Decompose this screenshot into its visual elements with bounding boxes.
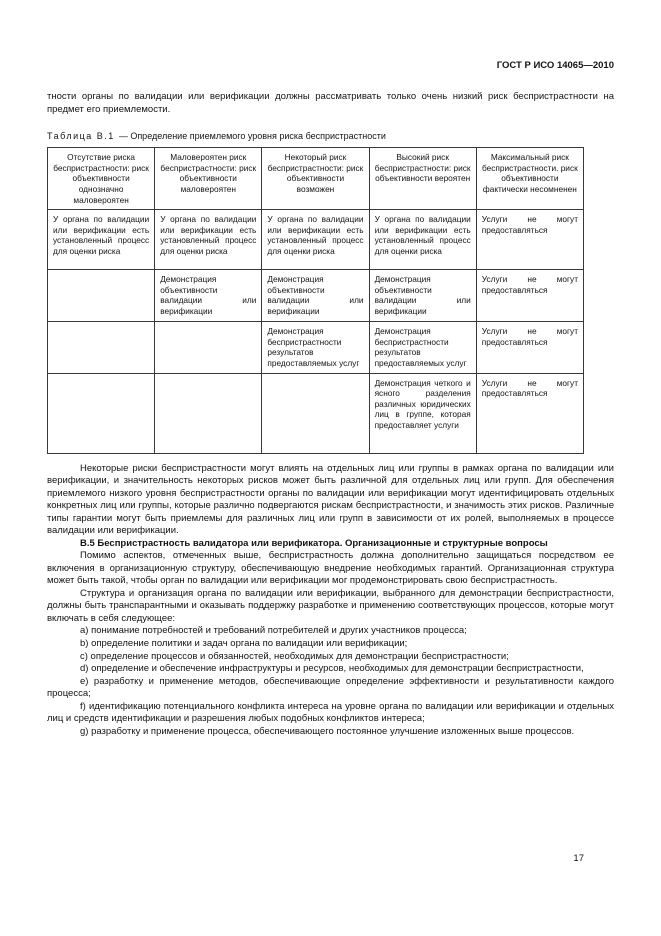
table-cell: Демонстрация беспристрастности результатов предоставляемых услуг [262,322,369,373]
section-heading-b5: В.5 Беспристрастность валидатора или верификатора. Организационные и структурные вопросы [80,537,548,549]
list-item-d: d) определение и обеспечение инфраструктуры и ресурсов, необходимых для демонстрации беспристрастности, [80,663,584,675]
table-header-cell: Максимальный риск беспристрастности. риск объективности фактически несомненен [476,148,583,210]
table-caption [47,131,614,141]
list-item-f: f) идентификацию потенциального конфликта интереса на уровне органа по валидации или верификации и отдельных лиц и средств идентификации и разрешения любых подобных конфликтов интереса; [47,700,614,725]
table-cell: Услуги не могут предоставляться [476,270,583,322]
document-header [47,60,614,71]
table-cell: Услуги не могут предоставляться [476,210,583,270]
table-cell: Услуги не могут предоставляться [476,322,583,373]
list-item-a: a) понимание потребностей и требований потребителей и других участников процесса; [80,625,467,637]
list-item-e: e) разработку и применение методов, обеспечивающие определение эффективности и результативности каждого процесса; [47,675,614,700]
table-row [48,322,584,373]
table-cell [48,373,155,453]
risk-assessment-table [47,147,584,453]
table-header-row [48,148,584,210]
table-cell [155,322,262,373]
table-caption-label: Таблица В.1 [47,131,115,142]
table-header-cell: Отсутствие риска беспристрастности: риск объективности однозначно маловероятен [48,148,155,210]
table-header-cell: Маловероятен риск беспристрастности: риск объективности маловероятен [155,148,262,210]
table-cell [48,270,155,322]
table-cell: У органа по валидации или верификации есть установленный процесс для оценки риска [48,210,155,270]
table-cell: Демонстрация четкого и ясного разделения различных юридических лиц в группе, которая предоставляет услуги [369,373,476,453]
table-cell: У органа по валидации или верификации есть установленный процесс для оценки риска [369,210,476,270]
table-cell: Демонстрация объективности валидации или верификации [369,270,476,322]
table-header-cell: Некоторый риск беспристрастности: риск объективности возможен [262,148,369,210]
list-item-g: g) разработку и применение процесса, обеспечивающего постоянное улучшение изложенных выше процессов. [80,725,575,737]
table-row [48,373,584,453]
paragraph-structure-intro: Помимо аспектов, отмеченных выше, беспристрастность должна дополнительно защищаться посредством ее включения в организационную структуру, обеспечивающую внедрение необходимых гарантий. Организационная структура может быть такой, чтобы орган по валидации или верификации мог продемонстрировать свою беспристрастность. [47,550,614,587]
intro-paragraph: тности органы по валидации или верификации должны рассматривать только очень низкий риск беспристрастности на предмет его приемлемости. [47,91,614,115]
list-item-c: c) определение процессов и обязанностей, необходимых для демонстрации беспристрастности; [80,650,509,662]
table-cell: Услуги не могут предоставляться [476,373,583,453]
table-cell: У органа по валидации или верификации есть установленный процесс для оценки риска [262,210,369,270]
list-item-b: b) определение политики и задач органа по валидации или верификации; [80,637,408,649]
table-row [48,270,584,322]
paragraph-structure-org: Структура и организация органа по валидации или верификации, выбранного для демонстрации беспристрастности, должны быть транспарантными и оказывать поддержку разработке и применению соответствующих процессов, которые могут включать в себя следующее: [47,587,614,624]
table-cell [262,373,369,453]
table-cell [155,373,262,453]
table-cell: Демонстрация объективности валидации или верификации [155,270,262,322]
paragraph-risks: Некоторые риски беспристрастности могут влиять на отдельных лиц или группы в рамках органа по валидации или верификации, и значительность некоторых рисков может быть различной для отдельных лиц или групп. Для обеспечения приемлемого низкого уровня беспристрастности органы по валидации или верификации могут идентифицировать отдельных конкретных лиц или группы, которые различно подвергаются рискам беспристрастности, и значимость этих рисков. Различные типы гарантии могут быть приемлемы для различных лиц или групп в зависимости от их ролей, выполняемых в процессе валидации или верификации. [47,462,614,537]
table-caption-text: — Определение приемлемого уровня риска беспристрастности [118,131,386,142]
table-cell: У органа по валидации или верификации есть установленный процесс для оценки риска [155,210,262,270]
table-cell: Демонстрация объективности валидации или верификации [262,270,369,322]
table-header-cell: Высокий риск беспристрастности: риск объективности вероятен [369,148,476,210]
table-cell: Демонстрация беспристрастности результатов предоставляемых услуг [369,322,476,373]
standard-number: ГОСТ Р ИСО 14065—2010 [496,60,614,71]
page-number: 17 [573,853,584,864]
table-cell [48,322,155,373]
table-row [48,210,584,270]
